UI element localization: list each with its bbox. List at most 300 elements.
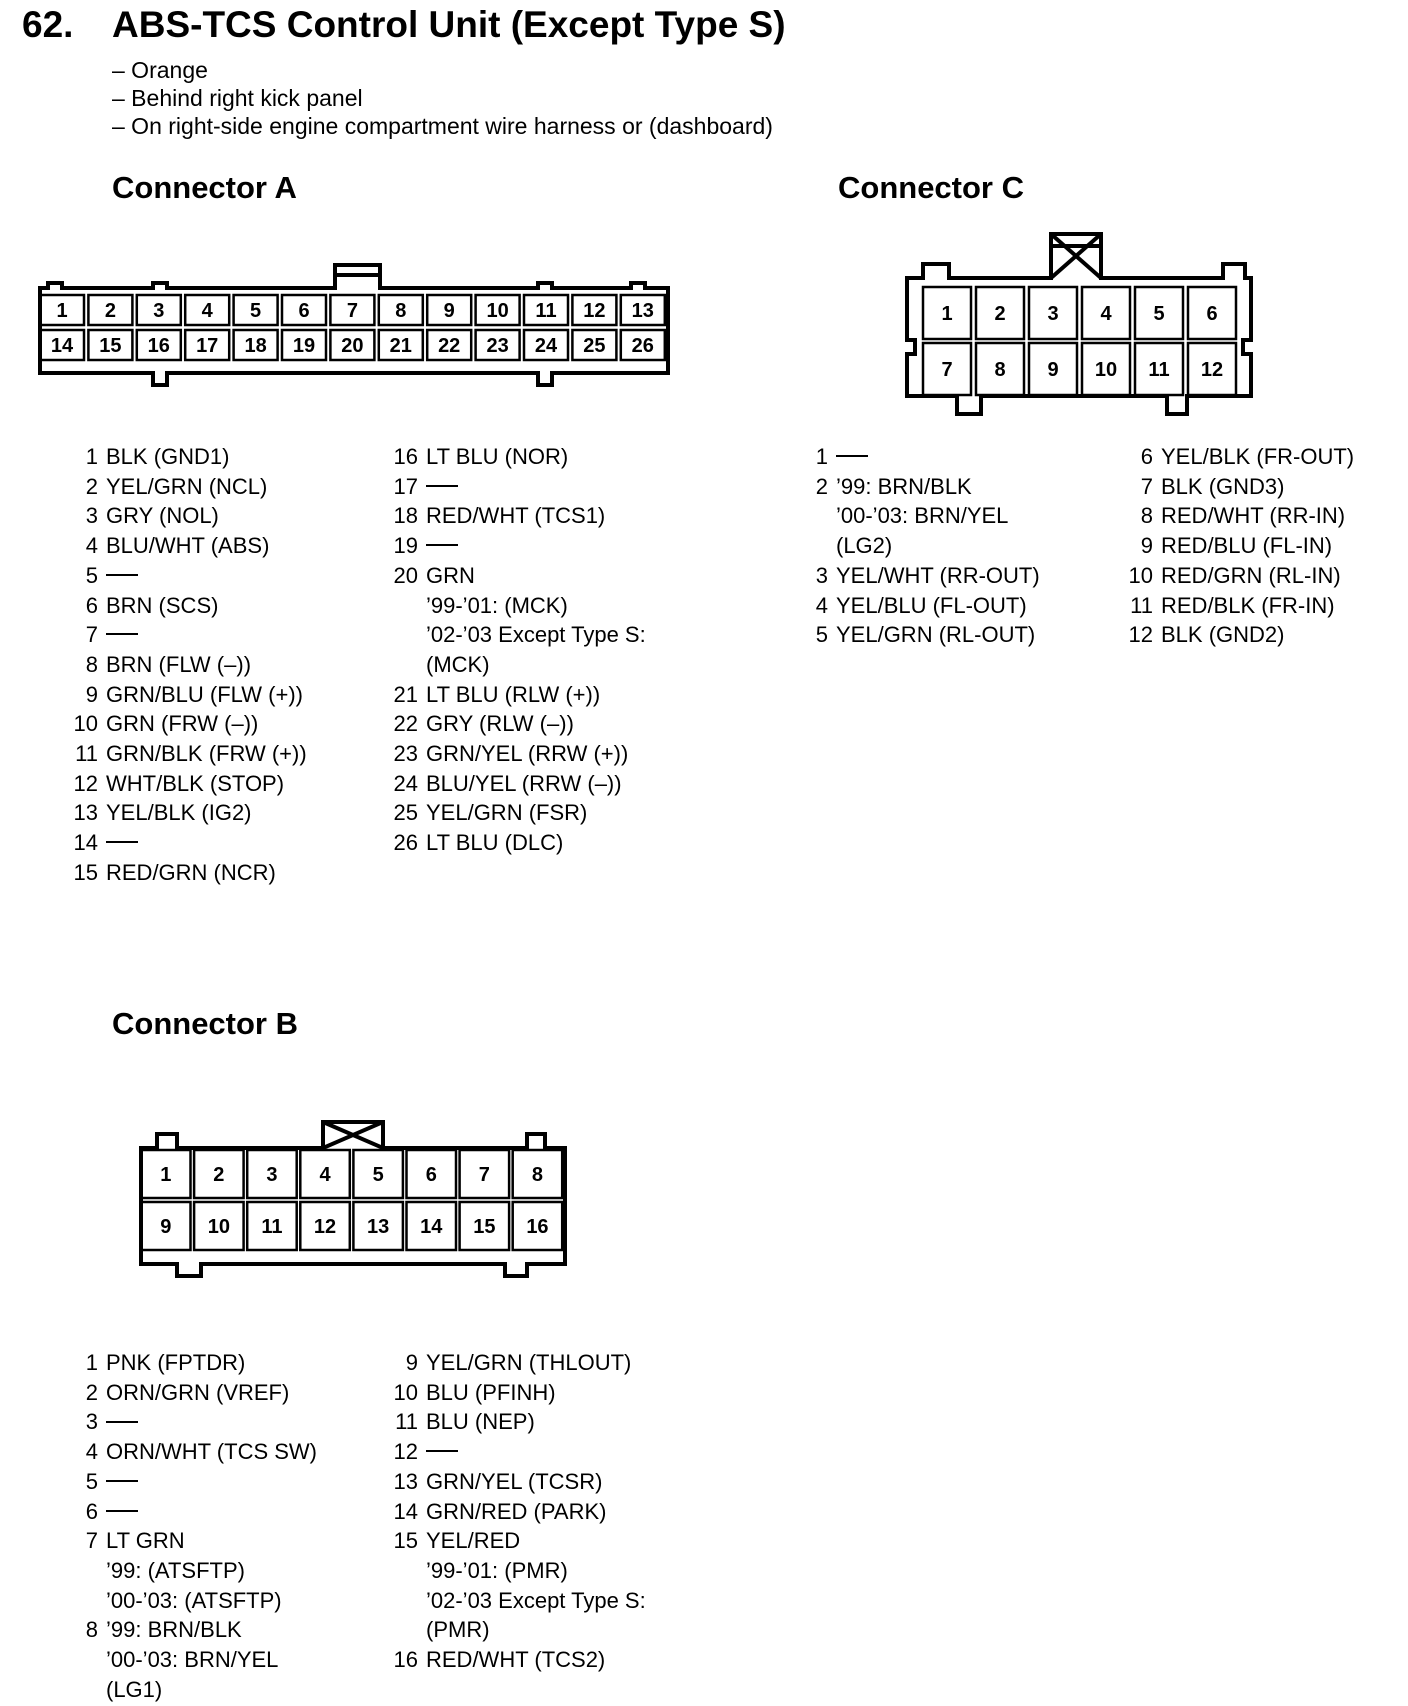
pin-entry-line: YEL/GRN (THLOUT) <box>426 1350 632 1375</box>
pin-entry-wire <box>418 501 605 531</box>
unused-pin-dash <box>106 841 138 843</box>
pin-entry-wire <box>1153 501 1345 531</box>
pin-entry-number: 7 <box>1140 473 1153 499</box>
connector-b-pin-3 <box>247 1150 297 1198</box>
pin-entry-wire <box>1153 472 1284 502</box>
pin-entry-wire <box>98 1526 282 1615</box>
connector-c-pin-entry-4 <box>800 591 1040 621</box>
connector-b-pin-entry-6 <box>70 1497 317 1527</box>
pin-entry-number: 3 <box>85 503 98 529</box>
pin-entry-wire <box>828 472 1008 561</box>
connector-a-pin-10 <box>476 295 520 325</box>
pin-entry-line: ’00-’03: (ATSFTP) <box>106 1587 282 1613</box>
pin-entry-line: BLU/YEL (RRW (–)) <box>426 770 622 796</box>
connector-b-pin-8 <box>513 1150 563 1198</box>
pin-number: 9 <box>160 1216 172 1239</box>
pin-entry-number: 11 <box>75 741 98 767</box>
connector-a-pin-7 <box>330 295 374 325</box>
pin-entry-line: ’99-’01: (PMR) <box>426 1557 568 1583</box>
pin-entry-number: 25 <box>393 800 418 826</box>
pin-entry-number: 26 <box>393 830 418 856</box>
connector-a-pin-15 <box>88 330 132 360</box>
pin-number: 16 <box>526 1216 549 1239</box>
pin-entry-number: 11 <box>395 1409 418 1435</box>
pin-entry-wire <box>418 798 587 828</box>
connector-c-pin-2 <box>976 287 1024 339</box>
pin-entry-line: WHT/BLK (STOP) <box>106 770 285 796</box>
connector-b-pinlist-left <box>70 1348 317 1704</box>
pin-entry-wire <box>418 442 568 472</box>
connector-a-pin-21 <box>379 330 423 360</box>
connector-a-pin-entry-18 <box>390 501 646 531</box>
pin-entry-number: 1 <box>815 444 828 469</box>
section-number: 62. <box>22 4 74 45</box>
pin-entry-number: 6 <box>1140 444 1153 469</box>
connector-c-pin-12 <box>1188 343 1236 395</box>
pin-entry-number: 7 <box>85 1528 98 1554</box>
unused-pin-dash <box>836 455 868 457</box>
connector-b-pin-11 <box>247 1202 297 1250</box>
pin-entry-number: 9 <box>1140 533 1153 559</box>
pin-entry-line: BLK (GND3) <box>1161 473 1285 499</box>
connector-a-pin-12 <box>572 295 616 325</box>
pin-entry-number: 15 <box>393 1528 418 1554</box>
pin-entry-wire <box>98 1615 278 1704</box>
pin-number: 23 <box>486 335 509 358</box>
pin-entry-number: 12 <box>1128 622 1153 648</box>
connector-a-pin-5 <box>234 295 278 325</box>
pin-entry-wire <box>418 1378 556 1408</box>
connector-c-pin-5 <box>1135 287 1183 339</box>
connector-c-face <box>903 230 1263 422</box>
connector-b-pin-entry-2 <box>70 1378 317 1408</box>
pin-entry-wire <box>418 531 458 561</box>
pin-number: 17 <box>196 335 219 358</box>
connector-c-pin-1 <box>923 287 971 339</box>
connector-a-pin-4 <box>185 295 229 325</box>
unused-pin-dash <box>426 544 458 546</box>
connector-b-pin-entry-4 <box>70 1437 317 1467</box>
unused-pin-dash <box>106 574 138 576</box>
pin-entry-line: GRN/BLK (FRW (+)) <box>106 741 307 767</box>
connector-b-pin-9 <box>141 1202 191 1250</box>
pin-entry-number: 8 <box>1140 503 1153 529</box>
connector-a-pin-entry-11 <box>70 739 307 769</box>
pin-entry-number: 21 <box>393 681 418 707</box>
connector-a-pin-9 <box>427 295 471 325</box>
pin-entry-line: (LG2) <box>836 533 893 559</box>
pin-entry-line: ’00-’03: BRN/YEL <box>836 503 1009 529</box>
pin-entry-wire <box>418 1407 535 1437</box>
pin-entry-number: 4 <box>815 592 828 618</box>
pin-number: 7 <box>941 359 953 382</box>
connector-c-title: Connector C <box>838 170 1024 205</box>
pin-entry-number: 5 <box>85 562 98 588</box>
pin-entry-wire <box>418 1526 646 1645</box>
connector-a-pin-entry-17 <box>390 472 646 502</box>
pin-number: 11 <box>1148 359 1170 382</box>
pin-number: 3 <box>153 300 165 323</box>
pin-entry-number: 12 <box>393 1439 418 1465</box>
pin-number: 3 <box>1047 303 1059 326</box>
pin-entry-wire <box>418 1348 631 1378</box>
pin-entry-wire <box>418 1497 607 1527</box>
pin-entry-line: GRN/BLU (FLW (+)) <box>106 681 303 707</box>
pin-entry-number: 7 <box>85 622 98 648</box>
connector-a-pin-24 <box>524 330 568 360</box>
connector-c-pin-entry-9 <box>1125 531 1354 561</box>
pin-number: 19 <box>292 335 316 358</box>
connector-c-pin-7 <box>923 343 971 395</box>
location-line-harness: – On right-side engine compartment wire harness or (dashboard) <box>112 113 773 139</box>
pin-entry-line: YEL/GRN (RL-OUT) <box>836 622 1036 648</box>
pin-entry-wire <box>98 472 267 502</box>
connector-b-pin-entry-7 <box>70 1526 317 1615</box>
pin-entry-wire <box>1153 591 1335 621</box>
pin-entry-line: GRN <box>426 562 475 588</box>
unused-pin-dash <box>106 633 138 635</box>
pin-entry-line: GRN (FRW (–)) <box>106 711 259 737</box>
pin-entry-line: ’02-’03 Except Type S: <box>426 1587 646 1613</box>
connector-a-pin-entry-6 <box>70 591 307 621</box>
pin-entry-line: ’99: (ATSFTP) <box>106 1557 245 1583</box>
pin-entry-line: ’99-’01: (MCK) <box>426 592 568 618</box>
pin-number: 12 <box>313 1216 337 1239</box>
pin-number: 6 <box>425 1164 437 1187</box>
connector-c-pin-11 <box>1135 343 1183 395</box>
pin-number: 16 <box>147 335 170 358</box>
connector-a-pin-entry-8 <box>70 650 307 680</box>
pin-entry-line: ORN/WHT (TCS SW) <box>106 1439 318 1465</box>
unused-pin-dash <box>106 1480 138 1482</box>
pin-entry-number: 8 <box>85 651 98 677</box>
pin-entry-wire <box>418 472 458 502</box>
connector-a-pin-8 <box>379 295 423 325</box>
connector-c-pin-10 <box>1082 343 1130 395</box>
pin-entry-line: (PMR) <box>426 1617 490 1643</box>
connector-b-pin-entry-15 <box>390 1526 646 1645</box>
connector-a-pin-11 <box>524 295 568 325</box>
pin-entry-line: BRN (SCS) <box>106 592 219 618</box>
pin-entry-wire <box>98 1467 138 1497</box>
connector-b-face <box>137 1118 577 1278</box>
unused-pin-dash <box>106 1421 138 1423</box>
pin-entry-line: BLU (PFINH) <box>426 1379 556 1405</box>
pin-entry-line: LT GRN <box>106 1528 185 1554</box>
connector-a-pin-entry-9 <box>70 680 307 710</box>
pin-entry-line: ’00-’03: BRN/YEL <box>106 1647 279 1673</box>
pin-entry-line: BLU (NEP) <box>426 1409 535 1435</box>
connector-a-pin-14 <box>40 330 84 360</box>
pin-entry-line: BLU/WHT (ABS) <box>106 533 270 559</box>
pin-number: 2 <box>994 303 1006 326</box>
pin-entry-line: ’99: BRN/BLK <box>836 473 972 499</box>
connector-b-pin-1 <box>141 1150 191 1198</box>
connector-c-pin-8 <box>976 343 1024 395</box>
unused-pin-dash <box>426 1450 458 1452</box>
pin-entry-line: GRN/RED (PARK) <box>426 1498 607 1524</box>
pin-entry-wire <box>98 1437 317 1467</box>
pin-entry-wire <box>98 709 258 739</box>
pin-entry-wire <box>828 442 868 472</box>
pin-number: 1 <box>160 1164 172 1187</box>
pin-entry-line: YEL/BLK (FR-OUT) <box>1161 444 1355 469</box>
pin-entry-line: YEL/BLK (IG2) <box>106 800 252 826</box>
pin-entry-wire <box>98 650 251 680</box>
connector-a-pin-entry-7 <box>70 620 307 650</box>
pin-entry-wire <box>828 561 1040 591</box>
connector-a-diagram <box>38 263 678 391</box>
connector-b-pin-entry-5 <box>70 1467 317 1497</box>
connector-c-pin-entry-8 <box>1125 501 1354 531</box>
pin-number: 12 <box>583 300 606 323</box>
pin-entry-wire <box>418 739 628 769</box>
pin-entry-wire <box>1153 561 1341 591</box>
pin-entry-line: RED/GRN (NCR) <box>106 859 276 885</box>
connector-a-pin-6 <box>282 295 326 325</box>
connector-c-pin-entry-11 <box>1125 591 1354 621</box>
location-line-position: – Behind right kick panel <box>112 85 363 111</box>
pin-entry-number: 1 <box>85 1350 98 1375</box>
pin-entry-wire <box>418 1467 602 1497</box>
pin-number: 5 <box>1153 303 1165 326</box>
pin-entry-number: 2 <box>85 473 98 499</box>
pin-entry-wire <box>828 591 1027 621</box>
connector-a-pin-3 <box>137 295 181 325</box>
connector-a-pin-entry-3 <box>70 501 307 531</box>
pin-entry-line: GRY (NOL) <box>106 503 219 529</box>
connector-a-pin-19 <box>282 330 326 360</box>
pin-entry-wire <box>418 680 600 710</box>
pin-entry-wire <box>98 769 284 799</box>
location-line-color: – Orange <box>112 57 208 83</box>
connector-c-pin-9 <box>1029 343 1077 395</box>
pin-entry-line: BRN (FLW (–)) <box>106 651 252 677</box>
connector-b-pin-entry-16 <box>390 1645 646 1675</box>
connector-b-pin-entry-10 <box>390 1378 646 1408</box>
pin-number: 5 <box>372 1164 384 1187</box>
connector-b-pinlist-right <box>390 1348 646 1675</box>
pin-entry-number: 5 <box>85 1468 98 1494</box>
pin-number: 11 <box>261 1216 283 1239</box>
connector-b-pin-4 <box>300 1150 350 1198</box>
pin-entry-wire <box>1153 620 1284 650</box>
connector-b-pin-entry-14 <box>390 1497 646 1527</box>
pin-entry-wire <box>98 680 303 710</box>
pin-number: 21 <box>389 335 412 358</box>
pin-number: 15 <box>473 1216 496 1239</box>
pin-number: 2 <box>104 300 116 323</box>
pin-entry-line: YEL/RED <box>426 1528 521 1554</box>
pin-entry-number: 13 <box>393 1468 418 1494</box>
connector-b-pin-13 <box>353 1202 403 1250</box>
pin-entry-number: 22 <box>393 711 418 737</box>
connector-a-pin-entry-25 <box>390 798 646 828</box>
connector-a-pinlist-right <box>390 442 646 858</box>
pin-number: 4 <box>319 1164 331 1187</box>
pin-number: 1 <box>56 300 68 323</box>
connector-a-pin-entry-24 <box>390 769 646 799</box>
pin-number: 7 <box>346 300 358 323</box>
connector-a-pin-18 <box>234 330 278 360</box>
pin-number: 3 <box>266 1164 278 1187</box>
pin-entry-number: 3 <box>815 562 828 588</box>
connector-b-pin-7 <box>460 1150 510 1198</box>
pin-entry-number: 16 <box>393 1647 418 1673</box>
pin-number: 22 <box>438 335 461 358</box>
connector-b-pin-10 <box>194 1202 244 1250</box>
pin-entry-wire <box>98 1378 289 1408</box>
page-title: ABS-TCS Control Unit (Except Type S) <box>112 4 786 45</box>
pin-number: 1 <box>941 303 953 326</box>
connector-a-pin-22 <box>427 330 471 360</box>
pin-entry-line: YEL/WHT (RR-OUT) <box>836 562 1040 588</box>
connector-b-pin-entry-13 <box>390 1467 646 1497</box>
pin-entry-line: YEL/GRN (FSR) <box>426 800 588 826</box>
pin-number: 8 <box>531 1164 544 1187</box>
pin-entry-number: 2 <box>85 1379 98 1405</box>
pin-number: 5 <box>250 300 262 323</box>
connector-a-pin-entry-14 <box>70 828 307 858</box>
pin-number: 6 <box>298 300 310 323</box>
pin-entry-number: 6 <box>85 592 98 618</box>
pin-entry-wire <box>98 591 218 621</box>
pin-entry-wire <box>1153 442 1354 472</box>
pin-entry-line: (MCK) <box>426 651 490 677</box>
pin-entry-number: 4 <box>85 1439 98 1465</box>
pin-number: 13 <box>631 300 654 323</box>
connector-b-pin-12 <box>300 1202 350 1250</box>
pin-entry-line: BLK (GND1) <box>106 444 230 469</box>
connector-c-diagram <box>903 230 1263 422</box>
connector-a-face <box>38 263 678 391</box>
pin-entry-line: ’99: BRN/BLK <box>106 1617 242 1643</box>
pin-entry-number: 3 <box>85 1409 98 1435</box>
pin-entry-wire <box>418 769 622 799</box>
pin-entry-number: 9 <box>85 681 98 707</box>
pin-entry-number: 10 <box>73 711 98 737</box>
connector-c-pin-entry-12 <box>1125 620 1354 650</box>
pin-entry-line: (LG1) <box>106 1676 163 1702</box>
pin-number: 15 <box>99 335 122 358</box>
pin-entry-line: ORN/GRN (VREF) <box>106 1379 290 1405</box>
pin-entry-number: 1 <box>85 444 98 469</box>
connector-a-pinlist-left <box>70 442 307 888</box>
pin-entry-number: 16 <box>393 444 418 469</box>
pin-entry-wire <box>418 1437 458 1467</box>
connector-a-pin-26 <box>621 330 665 360</box>
pin-number: 9 <box>443 300 455 323</box>
pin-entry-wire <box>98 442 229 472</box>
connector-b-title: Connector B <box>112 1006 298 1041</box>
pin-entry-line: YEL/GRN (NCL) <box>106 473 268 499</box>
pin-entry-line: LT BLU (NOR) <box>426 444 569 469</box>
pin-entry-wire <box>98 531 269 561</box>
pin-entry-number: 17 <box>393 473 418 499</box>
pin-entry-wire <box>1153 531 1332 561</box>
connector-a-pin-17 <box>185 330 229 360</box>
pin-entry-line: RED/WHT (TCS2) <box>426 1647 606 1673</box>
connector-a-pin-entry-5 <box>70 561 307 591</box>
connector-c-pin-entry-1 <box>800 442 1040 472</box>
pin-entry-number: 8 <box>85 1617 98 1643</box>
pin-entry-line: PNK (FPTDR) <box>106 1350 246 1375</box>
pin-entry-number: 2 <box>815 473 828 499</box>
connector-c-pin-entry-6 <box>1125 442 1354 472</box>
pin-entry-number: 19 <box>393 533 418 559</box>
connector-b-pin-15 <box>460 1202 510 1250</box>
pin-entry-number: 4 <box>85 533 98 559</box>
pin-number: 4 <box>201 300 213 323</box>
pin-number: 2 <box>213 1164 225 1187</box>
connector-c-pin-entry-5 <box>800 620 1040 650</box>
connector-b-pin-5 <box>353 1150 403 1198</box>
pin-entry-line: LT BLU (DLC) <box>426 830 564 856</box>
pin-number: 10 <box>1094 359 1118 382</box>
pin-entry-number: 5 <box>815 622 828 648</box>
connector-b-pin-entry-8 <box>70 1615 317 1704</box>
connector-a-pin-entry-22 <box>390 709 646 739</box>
pin-entry-wire <box>98 858 276 888</box>
pin-entry-wire <box>98 828 138 858</box>
pin-entry-wire <box>98 1407 138 1437</box>
connector-a-pin-entry-12 <box>70 769 307 799</box>
pin-entry-wire <box>418 1645 605 1675</box>
pin-entry-number: 6 <box>85 1498 98 1524</box>
connector-a-pin-entry-13 <box>70 798 307 828</box>
pin-entry-wire <box>98 798 252 828</box>
connector-c-pin-entry-3 <box>800 561 1040 591</box>
pin-entry-number: 10 <box>1128 562 1153 588</box>
pin-number: 18 <box>244 335 267 358</box>
connector-a-pin-20 <box>330 330 374 360</box>
pin-entry-wire <box>418 561 646 680</box>
connector-b-pin-entry-11 <box>390 1407 646 1437</box>
pin-number: 14 <box>50 335 74 358</box>
connector-a-pin-entry-16 <box>390 442 646 472</box>
pin-entry-number: 11 <box>1130 592 1153 618</box>
pin-entry-line: ’02-’03 Except Type S: <box>426 622 646 648</box>
connector-a-pin-16 <box>137 330 181 360</box>
connector-b-pin-entry-3 <box>70 1407 317 1437</box>
pin-number: 10 <box>207 1216 230 1239</box>
connector-a-pin-entry-23 <box>390 739 646 769</box>
pin-entry-wire <box>98 620 138 650</box>
pin-entry-line: GRN/YEL (TCSR) <box>426 1468 603 1494</box>
connector-c-pin-entry-7 <box>1125 472 1354 502</box>
connector-a-title: Connector A <box>112 170 297 205</box>
pin-entry-number: 15 <box>73 859 98 885</box>
connector-c-pin-6 <box>1188 287 1236 339</box>
pin-entry-wire <box>418 709 574 739</box>
pin-number: 4 <box>1100 303 1112 326</box>
pin-number: 9 <box>1047 359 1059 382</box>
pin-entry-line: RED/GRN (RL-IN) <box>1161 562 1341 588</box>
pin-entry-number: 23 <box>393 741 418 767</box>
pin-entry-number: 9 <box>405 1350 418 1375</box>
connector-a-pin-23 <box>476 330 520 360</box>
pin-number: 14 <box>420 1216 443 1239</box>
pin-entry-wire <box>828 620 1035 650</box>
connector-c-pin-entry-2 <box>800 472 1040 561</box>
connector-b-pin-entry-1 <box>70 1348 317 1378</box>
connector-c-pin-4 <box>1082 287 1130 339</box>
connector-a-pin-entry-10 <box>70 709 307 739</box>
pin-number: 7 <box>478 1164 490 1187</box>
pin-entry-wire <box>98 739 307 769</box>
connector-a-pin-13 <box>621 295 665 325</box>
connector-b-pin-6 <box>407 1150 457 1198</box>
